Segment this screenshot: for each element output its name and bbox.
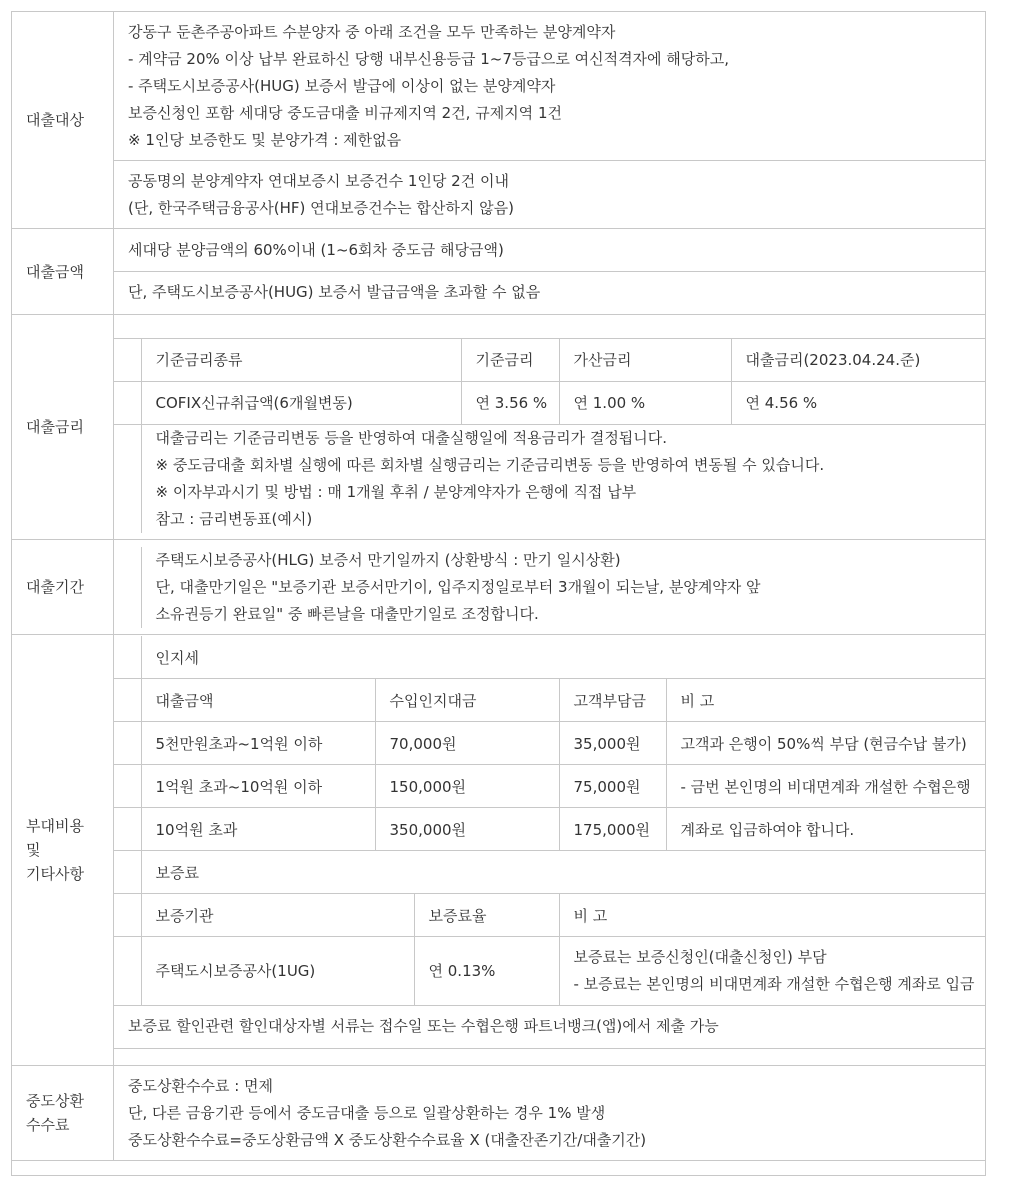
stamp-cell: 10억원 초과 (141, 808, 375, 851)
loan-info-table (11, 11, 986, 1176)
loan-period-body (114, 540, 986, 635)
stamp-cell: 175,000원 (559, 808, 666, 851)
rate-data-cell: 연 3.56 % (461, 381, 559, 424)
empty-footer-cell (12, 1161, 986, 1176)
rate-data-cell: 연 1.00 % (559, 381, 731, 424)
discount-note: 보증료 할인관련 할인대상자별 서류는 접수일 또는 수협은행 파트너뱅크(앱)에서 제출 가능 (114, 1005, 985, 1048)
label-line: 기타사항 (26, 865, 84, 883)
guarantee-fee-title: 보증료 (141, 851, 985, 894)
extra-costs-body (114, 635, 986, 1066)
period-row (114, 547, 985, 628)
table-row (114, 722, 985, 765)
indent-cell (114, 937, 141, 1006)
period-text (141, 547, 985, 628)
stamp-cell: 70,000원 (375, 722, 559, 765)
text-line: ※ 중도금대출 회차별 실행에 따른 회차별 실행금리는 기준금리변동 등을 반영하여 변동될 수 있습니다. (155, 455, 825, 474)
text-line: 보증료는 보증신청인(대출신청인) 부담 (573, 948, 827, 966)
fee-header-cell: 보증료율 (414, 894, 559, 937)
rate-header-cell: 대출금리(2023.04.24.준) (731, 338, 985, 381)
stamp-cell: 고객과 은행이 50%씩 부담 (현금수납 불가) (666, 722, 985, 765)
fee-header-cell: 보증기관 (141, 894, 414, 937)
rate-header-cell: 기준금리 (461, 338, 559, 381)
row-loan-period (12, 540, 986, 635)
label-line: 수수료 (26, 1116, 70, 1134)
stamp-header-cell: 비 고 (666, 679, 985, 722)
fee-remark-cell (559, 937, 985, 1006)
row-label-loan-period: 대출기간 (12, 540, 114, 635)
loan-amount-line-b: 단, 주택도시보증공사(HUG) 보증서 발급금액을 초과할 수 없음 (114, 271, 985, 313)
text-line: 보증신청인 포함 세대당 중도금대출 비규제지역 2건, 규제지역 1건 (128, 104, 562, 122)
rate-header-cell: 기준금리종류 (141, 338, 461, 381)
indent-cell (114, 808, 141, 851)
period-table (114, 547, 985, 628)
loan-target-joint (114, 160, 985, 228)
loan-info-table-wrapper (11, 11, 986, 1176)
fee-header-row (114, 894, 985, 937)
indent-cell (114, 338, 141, 381)
rate-data-cell: 연 4.56 % (731, 381, 985, 424)
table-row (114, 937, 985, 1006)
indent-cell (114, 851, 141, 894)
prepayment-text (114, 1066, 985, 1160)
indent-cell (114, 765, 141, 808)
loan-target-body (114, 12, 986, 229)
rate-table (114, 338, 985, 533)
text-line: ※ 이자부과시기 및 방법 : 매 1개월 후취 / 분양계약자가 은행에 직접 납부 (155, 482, 637, 501)
indent-cell (114, 722, 141, 765)
text-line: ※ 1인당 보증한도 및 분양가격 : 제한없음 (128, 131, 402, 149)
rate-header-cell: 가산금리 (559, 338, 731, 381)
indent-cell (114, 679, 141, 722)
loan-rate-body (114, 315, 986, 540)
text-line: 단, 대출만기일은 "보증기관 보증서만기이, 입주지정일로부터 3개월이 되는날, 분양계약자 앞 (155, 577, 761, 596)
rate-notes (141, 424, 985, 533)
table-row (114, 808, 985, 851)
stamp-cell: 150,000원 (375, 765, 559, 808)
row-label-loan-rate: 대출금리 (12, 315, 114, 540)
text-line: 단, 다른 금융기관 등에서 중도금대출 등으로 일괄상환하는 경우 1% 발생 (128, 1104, 606, 1122)
stamp-header-cell: 대출금액 (141, 679, 375, 722)
loan-target-conditions (114, 12, 985, 160)
fee-title-row (114, 851, 985, 894)
text-line: 공동명의 분양계약자 연대보증시 보증건수 1인당 2건 이내 (128, 172, 509, 190)
spacer (114, 1048, 985, 1064)
text-line: 주택도시보증공사(HLG) 보증서 만기일까지 (상환방식 : 만기 일시상환) (155, 550, 621, 569)
text-line: - 계약금 20% 이상 납부 완료하신 당행 내부신용등급 1~7등급으로 여신적격자에 해당하고, (128, 50, 730, 68)
indent-cell (114, 424, 141, 533)
row-label-extra-costs (12, 635, 114, 1066)
text-line: - 주택도시보증공사(HUG) 보증서 발급에 이상이 없는 분양계약자 (128, 77, 556, 95)
fee-org-cell: 주택도시보증공사(1UG) (141, 937, 414, 1006)
stamp-header-cell: 수입인지대금 (375, 679, 559, 722)
loan-amount-body (114, 229, 986, 315)
row-label-loan-target: 대출대상 (12, 12, 114, 229)
indent-cell (114, 636, 141, 679)
indent-cell (114, 547, 141, 628)
spacer (114, 322, 985, 338)
stamp-cell: 1억원 초과~10억원 이하 (141, 765, 375, 808)
stamp-cell: 75,000원 (559, 765, 666, 808)
stamp-tax-title: 인지세 (141, 636, 985, 679)
stamp-cell: 계좌로 입금하여야 합니다. (666, 808, 985, 851)
rate-data-row (114, 381, 985, 424)
row-loan-target (12, 12, 986, 229)
indent-cell (114, 894, 141, 937)
row-loan-amount (12, 229, 986, 315)
text-line: 참고 : 금리변동표(예시) (155, 509, 313, 528)
row-empty-footer (12, 1161, 986, 1176)
stamp-cell: - 금번 본인명의 비대면계좌 개설한 수협은행 (666, 765, 985, 808)
text-line: 강동구 둔촌주공아파트 수분양자 중 아래 조건을 모두 만족하는 분양계약자 (128, 23, 616, 41)
row-loan-rate (12, 315, 986, 540)
stamp-header-cell: 고객부담금 (559, 679, 666, 722)
stamp-cell: 5천만원초과~1억원 이하 (141, 722, 375, 765)
rate-header-row (114, 338, 985, 381)
label-line: 중도상환 (26, 1092, 84, 1110)
text-line: - 보증료는 본인명의 비대면계좌 개설한 수협은행 계좌로 입금 (573, 975, 975, 993)
text-line: 중도상환수수료 : 면제 (128, 1077, 274, 1095)
text-line: 중도상환수수료=중도상환금액 X 중도상환수수료율 X (대출잔존기간/대출기간) (128, 1131, 647, 1149)
rate-notes-row (114, 424, 985, 533)
stamp-title-row (114, 636, 985, 679)
stamp-cell: 350,000원 (375, 808, 559, 851)
indent-cell (114, 381, 141, 424)
row-label-prepayment-fee (12, 1066, 114, 1161)
stamp-cell: 35,000원 (559, 722, 666, 765)
guarantee-fee-table (114, 850, 985, 1005)
table-row (114, 765, 985, 808)
row-label-loan-amount: 대출금액 (12, 229, 114, 315)
stamp-tax-table (114, 636, 985, 850)
fee-header-cell: 비 고 (559, 894, 985, 937)
text-line: (단, 한국주택금융공사(HF) 연대보증건수는 합산하지 않음) (128, 199, 514, 217)
fee-rate-cell: 연 0.13% (414, 937, 559, 1006)
rate-data-cell: COFIX신규취급액(6개월변동) (141, 381, 461, 424)
text-line: 대출금리는 기준금리변동 등을 반영하여 대출실행일에 적용금리가 결정됩니다. (155, 428, 668, 447)
prepayment-body (114, 1066, 986, 1161)
row-extra-costs (12, 635, 986, 1066)
row-prepayment-fee (12, 1066, 986, 1161)
label-line: 부대비용 (26, 817, 84, 835)
loan-amount-line-a: 세대당 분양금액의 60%이내 (1~6회차 중도금 해당금액) (128, 241, 504, 259)
stamp-header-row (114, 679, 985, 722)
text-line: 소유권등기 완료일" 중 빠른날을 대출만기일로 조정합니다. (155, 604, 539, 623)
label-line: 및 (26, 841, 41, 859)
